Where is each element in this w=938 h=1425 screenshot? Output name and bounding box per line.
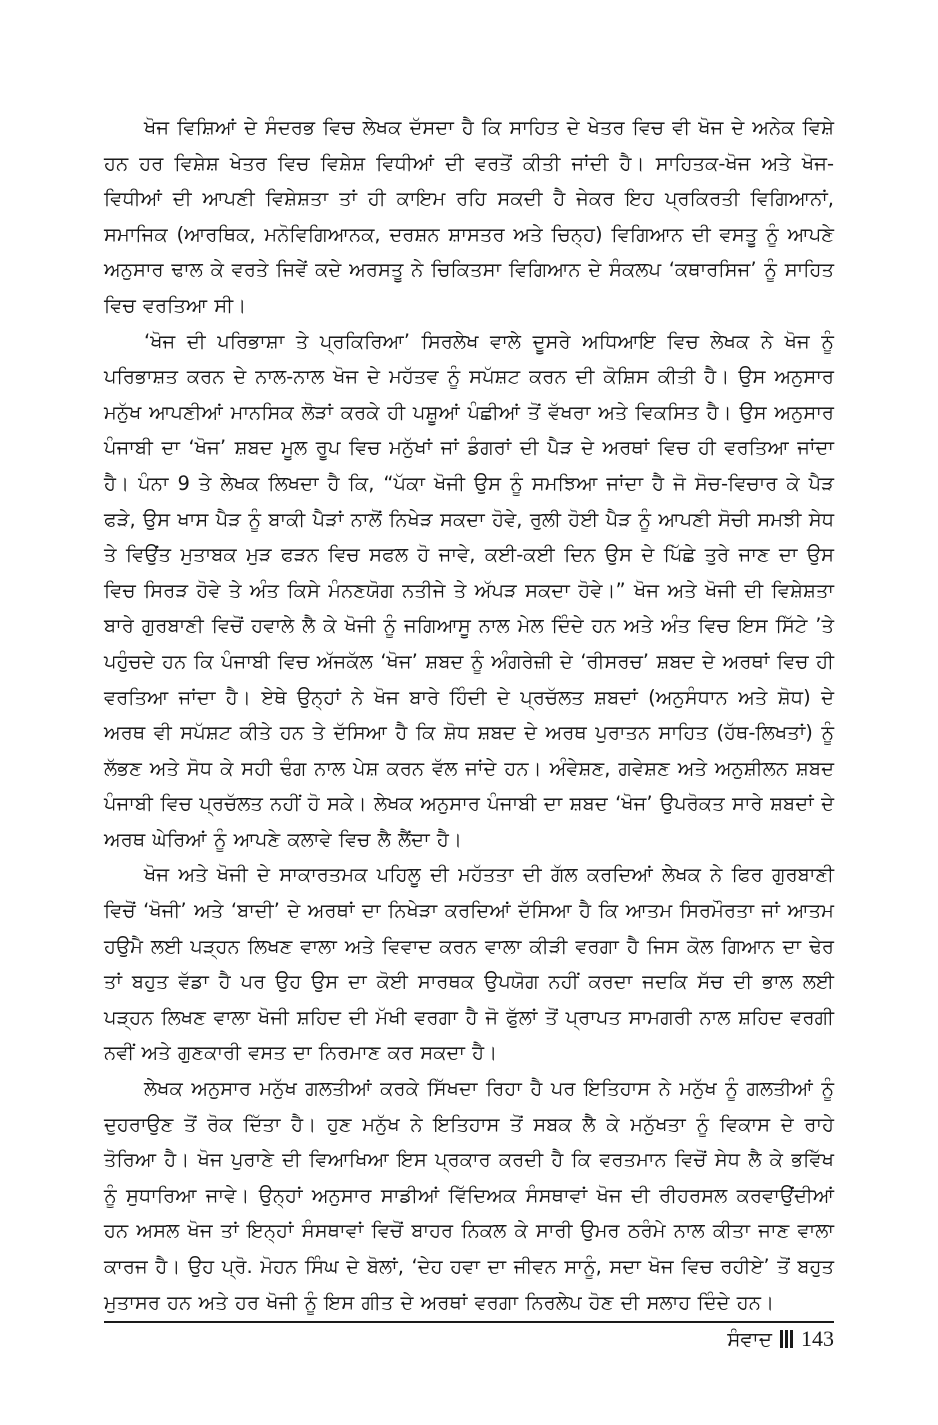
page-footer <box>727 1326 834 1352</box>
paragraph-2: ‘ਖੋਜ ਦੀ ਪਰਿਭਾਸ਼ਾ ਤੇ ਪ੍ਰਕਿਰਿਆ’ ਸਿਰਲੇਖ ਵਾਲੇ ਦੂਸਰੇ ਅਧਿਆਇ ਵਿਚ ਲੇਖਕ ਨੇ ਖੋਜ ਨੂੰ ਪਰਿਭਾਸ਼ਤ ਕਰਨ ਦੇ ਨਾਲ-ਨਾਲ ਖੋਜ ਦੇ ਮਹੱਤਵ ਨੂੰ ਸਪੱਸ਼ਟ ਕਰਨ ਦੀ ਕੋਸ਼ਿਸ ਕੀਤੀ ਹੈ। ਉਸ ਅਨੁਸਾਰ ਮਨੁੱਖ ਆਪਣੀਆਂ ਮਾਨਸਿਕ ਲੋੜਾਂ ਕਰਕੇ ਹੀ ਪਸ਼ੂਆਂ ਪੰਛੀਆਂ ਤੋਂ ਵੱਖਰਾ ਅਤੇ ਵਿਕਸਿਤ ਹੈ। ਉਸ ਅਨੁਸਾਰ ਪੰਜਾਬੀ ਦਾ ‘ਖੋਜ’ ਸ਼ਬਦ ਮੂਲ ਰੂਪ ਵਿਚ ਮਨੁੱਖਾਂ ਜਾਂ ਡੰਗਰਾਂ ਦੀ ਪੈੜ ਦੇ ਅਰਥਾਂ ਵਿਚ ਹੀ ਵਰਤਿਆ ਜਾਂਦਾ ਹੈ। ਪੰਨਾ 9 ਤੇ ਲੇਖਕ ਲਿਖਦਾ ਹੈ ਕਿ, “ਪੱਕਾ ਖੋਜੀ ਉਸ ਨੂੰ ਸਮਝਿਆ ਜਾਂਦਾ ਹੈ ਜੋ ਸੋਚ-ਵਿਚਾਰ ਕੇ ਪੈੜ ਫੜੇ, ਉਸ ਖਾਸ ਪੈੜ ਨੂੰ ਬਾਕੀ ਪੈੜਾਂ ਨਾਲੋਂ ਨਿਖੇੜ ਸਕਦਾ ਹੋਵੇ, ਰੁਲੀ ਹੋਈ ਪੈੜ ਨੂੰ ਆਪਣੀ ਸੋਚੀ ਸਮਝੀ ਸੇਧ ਤੇ ਵਿਉਂਤ ਮੁਤਾਬਕ ਮੁੜ ਫੜਨ ਵਿਚ ਸਫਲ ਹੋ ਜਾਵੇ, ਕਈ-ਕਈ ਦਿਨ ਉਸ ਦੇ ਪਿੱਛੇ ਤੁਰੇ ਜਾਣ ਦਾ ਉਸ ਵਿਚ ਸਿਰੜ ਹੋਵੇ ਤੇ ਅੰਤ ਕਿਸੇ ਮੰਨਣਯੋਗ ਨਤੀਜੇ ਤੇ ਅੱਪੜ ਸਕਦਾ ਹੋਵੇ।” ਖੋਜ ਅਤੇ ਖੋਜੀ ਦੀ ਵਿਸ਼ੇਸ਼ਤਾ ਬਾਰੇ ਗੁਰਬਾਣੀ ਵਿਚੋਂ ਹਵਾਲੇ ਲੈ ਕੇ ਖੋਜੀ ਨੂੰ ਜਗਿਆਸੂ ਨਾਲ ਮੇਲ ਦਿੰਦੇ ਹਨ ਅਤੇ ਅੰਤ ਵਿਚ ਇਸ ਸਿੱਟੇ ’ਤੇ ਪਹੁੰਚਦੇ ਹਨ ਕਿ ਪੰਜਾਬੀ ਵਿਚ ਅੱਜਕੱਲ ‘ਖੋਜ’ ਸ਼ਬਦ ਨੂੰ ਅੰਗਰੇਜ਼ੀ ਦੇ ‘ਰੀਸਰਚ’ ਸ਼ਬਦ ਦੇ ਅਰਥਾਂ ਵਿਚ ਹੀ ਵਰਤਿਆ ਜਾਂਦਾ ਹੈ। ਏਥੇ ਉਨ੍ਹਾਂ ਨੇ ਖੋਜ ਬਾਰੇ ਹਿੰਦੀ ਦੇ ਪ੍ਰਚੱਲਤ ਸ਼ਬਦਾਂ (ਅਨੁਸੰਧਾਨ ਅਤੇ ਸ਼ੋਧ) ਦੇ ਅਰਥ ਵੀ ਸਪੱਸ਼ਟ ਕੀਤੇ ਹਨ ਤੇ ਦੱਸਿਆ ਹੈ ਕਿ ਸ਼ੋਧ ਸ਼ਬਦ ਦੇ ਅਰਥ ਪੁਰਾਤਨ ਸਾਹਿਤ (ਹੱਥ-ਲਿਖਤਾਂ) ਨੂੰ ਲੱਭਣ ਅਤੇ ਸੋਧ ਕੇ ਸਹੀ ਢੰਗ ਨਾਲ ਪੇਸ਼ ਕਰਨ ਵੱਲ ਜਾਂਦੇ ਹਨ। ਅੰਵੇਸ਼ਣ, ਗਵੇਸ਼ਣ ਅਤੇ ਅਨੁਸ਼ੀਲਨ ਸ਼ਬਦ ਪੰਜਾਬੀ ਵਿਚ ਪ੍ਰਚੱਲਤ ਨਹੀਂ ਹੋ ਸਕੇ। ਲੇਖਕ ਅਨੁਸਾਰ ਪੰਜਾਬੀ ਦਾ ਸ਼ਬਦ ‘ਖੋਜ’ ਉਪਰੋਕਤ ਸਾਰੇ ਸ਼ਬਦਾਂ ਦੇ ਅਰਥ ਘੇਰਿਆਂ ਨੂੰ ਆਪਣੇ ਕਲਾਵੇ ਵਿਚ ਲੈ ਲੈਂਦਾ ਹੈ। <box>104 329 834 851</box>
paragraph-4: ਲੇਖਕ ਅਨੁਸਾਰ ਮਨੁੱਖ ਗਲਤੀਆਂ ਕਰਕੇ ਸਿੱਖਦਾ ਰਿਹਾ ਹੈ ਪਰ ਇਤਿਹਾਸ ਨੇ ਮਨੁੱਖ ਨੂੰ ਗਲਤੀਆਂ ਨੂੰ ਦੁਹਰਾਉਣ ਤੋਂ ਰੋਕ ਦਿੱਤਾ ਹੈ। ਹੁਣ ਮਨੁੱਖ ਨੇ ਇਤਿਹਾਸ ਤੋਂ ਸਬਕ ਲੈ ਕੇ ਮਨੁੱਖਤਾ ਨੂੰ ਵਿਕਾਸ ਦੇ ਰਾਹੇ ਤੋਰਿਆ ਹੈ। ਖੋਜ ਪੁਰਾਣੇ ਦੀ ਵਿਆਖਿਆ ਇਸ ਪ੍ਰਕਾਰ ਕਰਦੀ ਹੈ ਕਿ ਵਰਤਮਾਨ ਵਿਚੋਂ ਸੇਧ ਲੈ ਕੇ ਭਵਿੱਖ ਨੂੰ ਸੁਧਾਰਿਆ ਜਾਵੇ। ਉਨ੍ਹਾਂ ਅਨੁਸਾਰ ਸਾਡੀਆਂ ਵਿੱਦਿਅਕ ਸੰਸਥਾਵਾਂ ਖੋਜ ਦੀ ਰੀਹਰਸਲ ਕਰਵਾਉਂਦੀਆਂ ਹਨ ਅਸਲ ਖੋਜ ਤਾਂ ਇਨ੍ਹਾਂ ਸੰਸਥਾਵਾਂ ਵਿਚੋਂ ਬਾਹਰ ਨਿਕਲ ਕੇ ਸਾਰੀ ਉਮਰ ਠਰੰਮੇ ਨਾਲ ਕੀਤਾ ਜਾਣ ਵਾਲਾ ਕਾਰਜ ਹੈ। ਉਹ ਪ੍ਰੋ. ਮੋਹਨ ਸਿੰਘ ਦੇ ਬੋਲਾਂ, ‘ਦੇਹ ਹਵਾ ਦਾ ਜੀਵਨ ਸਾਨੂੰ, ਸਦਾ ਖੋਜ ਵਿਚ ਰਹੀਏ’ ਤੋਂ ਬਹੁਤ ਮੁਤਾਸਰ ਹਨ ਅਤੇ ਹਰ ਖੋਜੀ ਨੂੰ ਇਸ ਗੀਤ ਦੇ ਅਰਥਾਂ ਵਰਗਾ ਨਿਰਲੇਪ ਹੋਣ ਦੀ ਸਲਾਹ ਦਿੰਦੇ ਹਨ। <box>104 1077 834 1314</box>
triple-bar-icon <box>780 1329 793 1349</box>
footer-rule <box>104 1321 834 1323</box>
page-number: 143 <box>801 1326 834 1351</box>
paragraph-3: ਖੋਜ ਅਤੇ ਖੋਜੀ ਦੇ ਸਾਕਾਰਤਮਕ ਪਹਿਲੂ ਦੀ ਮਹੱਤਤਾ ਦੀ ਗੱਲ ਕਰਦਿਆਂ ਲੇਖਕ ਨੇ ਫਿਰ ਗੁਰਬਾਣੀ ਵਿਚੋਂ ‘ਖੋਜੀ’ ਅਤੇ ‘ਬਾਦੀ’ ਦੇ ਅਰਥਾਂ ਦਾ ਨਿਖੇੜਾ ਕਰਦਿਆਂ ਦੱਸਿਆ ਹੈ ਕਿ ਆਤਮ ਸਿਰਮੌਰਤਾ ਜਾਂ ਆਤਮ ਹਉਮੈ ਲਈ ਪੜ੍ਹਨ ਲਿਖਣ ਵਾਲਾ ਅਤੇ ਵਿਵਾਦ ਕਰਨ ਵਾਲਾ ਕੀੜੀ ਵਰਗਾ ਹੈ ਜਿਸ ਕੋਲ ਗਿਆਨ ਦਾ ਢੇਰ ਤਾਂ ਬਹੁਤ ਵੱਡਾ ਹੈ ਪਰ ਉਹ ਉਸ ਦਾ ਕੋਈ ਸਾਰਥਕ ਉਪਯੋਗ ਨਹੀਂ ਕਰਦਾ ਜਦਕਿ ਸੱਚ ਦੀ ਭਾਲ ਲਈ ਪੜ੍ਹਨ ਲਿਖਣ ਵਾਲਾ ਖੋਜੀ ਸ਼ਹਿਦ ਦੀ ਮੱਖੀ ਵਰਗਾ ਹੈ ਜੋ ਫੁੱਲਾਂ ਤੋਂ ਪ੍ਰਾਪਤ ਸਾਮਗਰੀ ਨਾਲ ਸ਼ਹਿਦ ਵਰਗੀ ਨਵੀਂ ਅਤੇ ਗੁਣਕਾਰੀ ਵਸਤ ਦਾ ਨਿਰਮਾਣ ਕਰ ਸਕਦਾ ਹੈ। <box>104 863 834 1065</box>
journal-name: ਸੰਵਾਦ <box>727 1327 772 1351</box>
paragraph-1: ਖੋਜ ਵਿਸ਼ਿਆਂ ਦੇ ਸੰਦਰਭ ਵਿਚ ਲੇਖਕ ਦੱਸਦਾ ਹੈ ਕਿ ਸਾਹਿਤ ਦੇ ਖੇਤਰ ਵਿਚ ਵੀ ਖੋਜ ਦੇ ਅਨੇਕ ਵਿਸ਼ੇ ਹਨ ਹਰ ਵਿਸ਼ੇਸ਼ ਖੇਤਰ ਵਿਚ ਵਿਸ਼ੇਸ਼ ਵਿਧੀਆਂ ਦੀ ਵਰਤੋਂ ਕੀਤੀ ਜਾਂਦੀ ਹੈ। ਸਾਹਿਤਕ-ਖੋਜ ਅਤੇ ਖੋਜ-ਵਿਧੀਆਂ ਦੀ ਆਪਣੀ ਵਿਸ਼ੇਸ਼ਤਾ ਤਾਂ ਹੀ ਕਾਇਮ ਰਹਿ ਸਕਦੀ ਹੈ ਜੇਕਰ ਇਹ ਪ੍ਰਕਿਰਤੀ ਵਿਗਿਆਨਾਂ, ਸਮਾਜਿਕ (ਆਰਥਿਕ, ਮਨੋਵਿਗਿਆਨਕ, ਦਰਸ਼ਨ ਸ਼ਾਸਤਰ ਅਤੇ ਚਿਨ੍ਹ) ਵਿਗਿਆਨ ਦੀ ਵਸਤੂ ਨੂੰ ਆਪਣੇ ਅਨੁਸਾਰ ਢਾਲ ਕੇ ਵਰਤੇ ਜਿਵੇਂ ਕਦੇ ਅਰਸਤੂ ਨੇ ਚਿਕਿਤਸਾ ਵਿਗਿਆਨ ਦੇ ਸੰਕਲਪ ‘ਕਥਾਰਸਿਜ’ ਨੂੰ ਸਾਹਿਤ ਵਿਚ ਵਰਤਿਆ ਸੀ। <box>104 116 834 317</box>
page-body <box>104 110 834 1320</box>
